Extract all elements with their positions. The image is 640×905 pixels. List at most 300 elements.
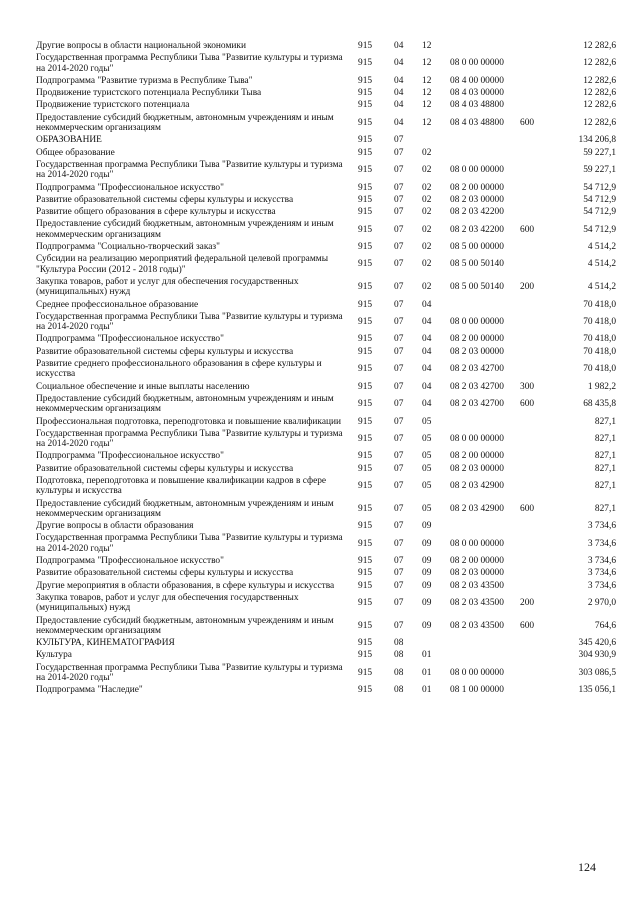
target-item-code: 08 0 00 00000 [450, 538, 504, 549]
admin-code: 915 [358, 399, 373, 410]
admin-code: 915 [358, 182, 373, 193]
target-item-code: 08 1 00 00000 [450, 685, 504, 696]
subsection-code: 02 [422, 194, 432, 205]
target-item-code [450, 40, 520, 52]
expense-type-code [520, 241, 556, 253]
target-item-code: 08 2 03 42700 [450, 399, 504, 410]
amount: 1 982,2 [587, 381, 616, 392]
subsection-code: 05 [422, 433, 432, 444]
target-item-code: 08 0 00 00000 [450, 58, 504, 69]
target-item-code [450, 649, 520, 661]
subsection-code: 04 [422, 381, 432, 392]
expense-type-code [520, 580, 556, 592]
amount: 59 227,1 [583, 147, 616, 158]
section-code: 07 [394, 433, 404, 444]
expense-type-code: 200 [520, 282, 535, 293]
target-item-code: 08 2 03 00000 [450, 568, 504, 579]
expense-type-code [520, 520, 556, 532]
amount: 2 970,0 [587, 598, 616, 609]
admin-code: 915 [358, 598, 373, 609]
table-row [36, 520, 616, 532]
table-row [36, 555, 616, 567]
amount: 827,1 [594, 503, 616, 514]
row-name: Развитие образовательной системы сферы культуры и искусства [36, 463, 294, 474]
row-name: Другие мероприятия в области образования, в сфере культуры и искусства [36, 580, 335, 591]
section-code: 07 [394, 299, 404, 310]
amount: 12 282,6 [583, 88, 616, 99]
subsection-code: 02 [422, 165, 432, 176]
target-item-code: 08 0 00 00000 [450, 165, 504, 176]
target-item-code: 08 4 03 00000 [450, 88, 504, 99]
row-name: Продвижение туристского потенциала Республики Тыва [36, 88, 262, 99]
table-row [36, 241, 616, 253]
table-row [36, 662, 616, 685]
amount: 12 282,6 [583, 117, 616, 128]
admin-code: 915 [358, 147, 373, 158]
table-row [36, 532, 616, 555]
table-row [36, 592, 616, 615]
section-code: 04 [394, 117, 404, 128]
amount: 827,1 [594, 463, 616, 474]
row-name: Государственная программа Республики Тыва "Развитие культуры и туризма на 2014-2020 годы" [36, 53, 343, 74]
section-code: 07 [394, 194, 404, 205]
target-item-code: 08 5 00 50140 [450, 259, 504, 270]
target-item-code: 08 2 03 00000 [450, 194, 504, 205]
amount: 12 282,6 [583, 75, 616, 86]
target-item-code [450, 637, 520, 649]
table-row [36, 346, 616, 358]
section-code: 07 [394, 364, 404, 375]
expense-type-code [520, 637, 556, 649]
expense-type-code [520, 346, 556, 358]
expense-type-code [520, 75, 556, 87]
subsection-code: 09 [422, 598, 432, 609]
table-row [36, 475, 616, 498]
section-code: 07 [394, 242, 404, 253]
row-name: Предоставление субсидий бюджетным, автономным учреждениям и иным некоммерческим организациям [36, 498, 334, 519]
expense-type-code [520, 311, 556, 334]
row-name: Подпрограмма "Профессиональное искусство" [36, 556, 224, 567]
amount: 4 514,2 [587, 282, 616, 293]
admin-code: 915 [358, 75, 373, 86]
subsection-code: 05 [422, 416, 432, 427]
admin-code: 915 [358, 416, 373, 427]
table-row [36, 498, 616, 521]
row-name: Культура [36, 650, 72, 661]
amount: 70 418,0 [583, 299, 616, 310]
table-row [36, 311, 616, 334]
section-code: 07 [394, 224, 404, 235]
expense-type-code [520, 416, 556, 428]
target-item-code [450, 134, 520, 146]
expense-type-code [520, 428, 556, 451]
expense-type-code [520, 684, 556, 696]
section-code: 07 [394, 481, 404, 492]
row-name: Государственная программа Республики Тыва "Развитие культуры и туризма на 2014-2020 годы" [36, 311, 343, 333]
admin-code: 915 [358, 667, 373, 678]
amount: 827,1 [594, 416, 616, 427]
expense-type-code [520, 567, 556, 579]
row-name: Профессиональная подготовка, переподготовка и повышение квалификации [36, 416, 342, 427]
expense-type-code [520, 299, 556, 311]
subsection-code: 04 [422, 399, 432, 410]
section-code: 07 [394, 334, 404, 345]
target-item-code: 08 0 00 00000 [450, 433, 504, 444]
amount: 304 930,9 [578, 650, 616, 661]
amount: 54 712,9 [583, 224, 616, 235]
admin-code: 915 [358, 650, 373, 661]
table-row [36, 299, 616, 311]
table-row [36, 87, 616, 99]
admin-code: 915 [358, 503, 373, 514]
subsection-code: 12 [422, 100, 432, 111]
row-name: Другие вопросы в области образования [36, 521, 194, 532]
admin-code: 915 [358, 638, 373, 649]
section-code: 04 [394, 88, 404, 99]
subsection-code: 02 [422, 259, 432, 270]
table-row [36, 194, 616, 206]
subsection-code: 01 [422, 667, 432, 678]
subsection-code: 12 [422, 117, 432, 128]
section-code: 04 [394, 41, 404, 51]
amount: 3 734,6 [587, 580, 616, 591]
section-code: 08 [394, 667, 404, 678]
section-code: 07 [394, 147, 404, 158]
table-row [36, 40, 616, 52]
admin-code: 915 [358, 580, 373, 591]
section-code: 04 [394, 75, 404, 86]
row-name: Предоставление субсидий бюджетным, автономным учреждениям и иным некоммерческим организациям [36, 615, 334, 636]
expense-type-code: 600 [520, 224, 535, 235]
amount: 3 734,6 [587, 556, 616, 567]
table-row [36, 99, 616, 111]
admin-code: 915 [358, 685, 373, 696]
amount: 4 514,2 [587, 242, 616, 253]
target-item-code: 08 2 00 00000 [450, 182, 504, 193]
section-code: 04 [394, 100, 404, 111]
target-item-code: 08 2 03 42200 [450, 224, 504, 235]
subsection-code: 05 [422, 503, 432, 514]
subsection-code: 04 [422, 346, 432, 357]
table-row [36, 276, 616, 299]
subsection-code: 02 [422, 282, 432, 293]
table-row [36, 393, 616, 416]
expense-type-code [520, 450, 556, 462]
section-code: 07 [394, 451, 404, 462]
amount: 827,1 [594, 433, 616, 444]
expense-type-code [520, 253, 556, 276]
section-code: 07 [394, 580, 404, 591]
target-item-code [450, 299, 520, 311]
target-item-code: 08 2 03 42900 [450, 503, 504, 514]
section-code: 04 [394, 58, 404, 69]
target-item-code: 08 2 03 42700 [450, 364, 504, 375]
subsection-code: 02 [422, 207, 432, 218]
section-code: 07 [394, 346, 404, 357]
amount: 827,1 [594, 481, 616, 492]
subsection-code [422, 637, 450, 649]
target-item-code: 08 4 00 00000 [450, 75, 504, 86]
section-code: 07 [394, 463, 404, 474]
row-name: ОБРАЗОВАНИЕ [36, 135, 102, 146]
subsection-code: 04 [422, 364, 432, 375]
section-code: 07 [394, 538, 404, 549]
expense-type-code [520, 463, 556, 475]
section-code: 07 [394, 598, 404, 609]
target-item-code: 08 5 00 50140 [450, 282, 504, 293]
amount: 135 056,1 [578, 685, 616, 696]
section-code: 07 [394, 399, 404, 410]
target-item-code: 08 5 00 00000 [450, 242, 504, 253]
admin-code: 915 [358, 207, 373, 218]
admin-code: 915 [358, 58, 373, 69]
expense-type-code [520, 532, 556, 555]
row-name: Государственная программа Республики Тыва "Развитие культуры и туризма на 2014-2020 годы" [36, 159, 343, 181]
row-name: Субсидии на реализацию мероприятий федеральной целевой программы "Культура России (2012 - 2018 годы)" [36, 254, 328, 275]
expense-type-code [520, 87, 556, 99]
table-row [36, 75, 616, 87]
section-code: 08 [394, 638, 404, 649]
section-code: 07 [394, 416, 404, 427]
subsection-code: 12 [422, 88, 432, 99]
section-code: 07 [394, 503, 404, 514]
row-name: Социальное обеспечение и иные выплаты населению [36, 381, 250, 392]
budget-table [36, 40, 616, 697]
expense-type-code [520, 40, 556, 52]
table-row [36, 182, 616, 194]
expense-type-code [520, 182, 556, 194]
table-row [36, 112, 616, 135]
row-name: Развитие образовательной системы сферы культуры и искусства [36, 194, 294, 205]
subsection-code: 01 [422, 650, 432, 661]
expense-type-code [520, 206, 556, 218]
expense-type-code [520, 99, 556, 111]
row-name: Государственная программа Республики Тыва "Развитие культуры и туризма на 2014-2020 годы" [36, 533, 343, 554]
subsection-code: 05 [422, 451, 432, 462]
expense-type-code: 600 [520, 620, 535, 631]
expense-type-code [520, 555, 556, 567]
section-code: 07 [394, 282, 404, 293]
amount: 12 282,6 [583, 58, 616, 69]
row-name: Подготовка, переподготовка и повышение квалификации кадров в сфере культуры и искусства [36, 475, 327, 497]
row-name: Подпрограмма "Наследие" [36, 685, 143, 696]
target-item-code: 08 4 03 48800 [450, 100, 504, 111]
amount: 54 712,9 [583, 182, 616, 193]
admin-code: 915 [358, 451, 373, 462]
section-code: 07 [394, 259, 404, 270]
target-item-code: 08 2 00 00000 [450, 334, 504, 345]
subsection-code: 09 [422, 580, 432, 591]
admin-code: 915 [358, 282, 373, 293]
subsection-code: 05 [422, 463, 432, 474]
subsection-code: 09 [422, 556, 432, 567]
subsection-code: 09 [422, 538, 432, 549]
section-code: 07 [394, 165, 404, 176]
table-row [36, 580, 616, 592]
admin-code: 915 [358, 463, 373, 474]
table-row [36, 358, 616, 381]
target-item-code: 08 2 03 00000 [450, 346, 504, 357]
subsection-code: 02 [422, 147, 432, 158]
admin-code: 915 [358, 346, 373, 357]
section-code: 07 [394, 316, 404, 327]
table-row [36, 416, 616, 428]
table-row [36, 147, 616, 159]
target-item-code: 08 0 00 00000 [450, 667, 504, 678]
table-body [36, 40, 616, 697]
table-row [36, 218, 616, 241]
row-name: Подпрограмма "Профессиональное искусство" [36, 334, 224, 345]
amount: 4 514,2 [587, 259, 616, 270]
subsection-code: 09 [422, 620, 432, 631]
admin-code: 915 [358, 521, 373, 532]
table-row [36, 134, 616, 146]
amount: 3 734,6 [587, 568, 616, 579]
admin-code: 915 [358, 481, 373, 492]
amount: 12 282,6 [583, 100, 616, 111]
row-name: Государственная программа Республики Тыва "Развитие культуры и туризма на 2014-2020 годы" [36, 662, 343, 684]
expense-type-code [520, 662, 556, 685]
admin-code: 915 [358, 299, 373, 310]
row-name: Предоставление субсидий бюджетным, автономным учреждениям и иным некоммерческим организациям [36, 112, 334, 134]
target-item-code [450, 416, 520, 428]
table-row [36, 637, 616, 649]
admin-code: 915 [358, 538, 373, 549]
amount: 3 734,6 [587, 538, 616, 549]
row-name: Общее образование [36, 147, 115, 158]
page-number: 124 [578, 860, 596, 874]
amount: 70 418,0 [583, 334, 616, 345]
subsection-code: 01 [422, 685, 432, 696]
target-item-code: 08 0 00 00000 [450, 316, 504, 327]
subsection-code: 04 [422, 299, 432, 310]
admin-code: 915 [358, 135, 373, 146]
amount: 345 420,6 [578, 638, 616, 649]
row-name: Среднее профессиональное образование [36, 299, 199, 310]
expense-type-code [520, 358, 556, 381]
row-name: Другие вопросы в области национальной экономики [36, 41, 246, 51]
subsection-code: 09 [422, 521, 432, 532]
expense-type-code: 600 [520, 503, 535, 514]
table-row [36, 206, 616, 218]
admin-code: 915 [358, 364, 373, 375]
section-code: 07 [394, 620, 404, 631]
section-code: 07 [394, 556, 404, 567]
section-code: 08 [394, 650, 404, 661]
section-code: 07 [394, 135, 404, 146]
row-name: Подпрограмма "Социально-творческий заказ" [36, 242, 220, 253]
amount: 54 712,9 [583, 194, 616, 205]
admin-code: 915 [358, 433, 373, 444]
target-item-code: 08 2 03 43500 [450, 580, 504, 591]
row-name: Подпрограмма "Развитие туризма в Республике Тыва" [36, 75, 253, 86]
target-item-code: 08 2 03 43500 [450, 598, 504, 609]
subsection-code: 02 [422, 242, 432, 253]
table-row [36, 567, 616, 579]
admin-code: 915 [358, 88, 373, 99]
table-row [36, 450, 616, 462]
table-row [36, 159, 616, 182]
amount: 70 418,0 [583, 346, 616, 357]
amount: 70 418,0 [583, 364, 616, 375]
subsection-code: 12 [422, 75, 432, 86]
subsection-code: 02 [422, 182, 432, 193]
amount: 54 712,9 [583, 207, 616, 218]
admin-code: 915 [358, 100, 373, 111]
amount: 134 206,8 [578, 135, 616, 146]
table-row [36, 463, 616, 475]
row-name: Закупка товаров, работ и услуг для обеспечения государственных (муниципальных) нужд [36, 592, 299, 614]
section-code: 08 [394, 685, 404, 696]
admin-code: 915 [358, 165, 373, 176]
admin-code: 915 [358, 568, 373, 579]
amount: 827,1 [594, 451, 616, 462]
target-item-code: 08 2 03 42200 [450, 207, 504, 218]
expense-type-code: 200 [520, 598, 535, 609]
row-name: Продвижение туристского потенциала [36, 100, 190, 111]
target-item-code [450, 520, 520, 532]
row-name: Развитие общего образования в сфере культуры и искусства [36, 207, 276, 218]
subsection-code: 02 [422, 224, 432, 235]
subsection-code: 05 [422, 481, 432, 492]
table-row [36, 615, 616, 638]
target-item-code: 08 2 03 42900 [450, 481, 504, 492]
row-name: КУЛЬТУРА, КИНЕМАТОГРАФИЯ [36, 638, 175, 649]
subsection-code: 12 [422, 58, 432, 69]
amount: 303 086,5 [578, 667, 616, 678]
subsection-code: 09 [422, 568, 432, 579]
row-name: Государственная программа Республики Тыва "Развитие культуры и туризма на 2014-2020 годы" [36, 428, 343, 450]
target-item-code: 08 2 03 42700 [450, 381, 504, 392]
expense-type-code: 600 [520, 399, 535, 410]
amount: 12 282,6 [583, 41, 616, 51]
row-name: Подпрограмма "Профессиональное искусство" [36, 182, 224, 193]
row-name: Развитие образовательной системы сферы культуры и искусства [36, 346, 294, 357]
expense-type-code [520, 475, 556, 498]
admin-code: 915 [358, 620, 373, 631]
expense-type-code [520, 159, 556, 182]
admin-code: 915 [358, 556, 373, 567]
subsection-code: 12 [422, 41, 432, 51]
expense-type-code [520, 134, 556, 146]
target-item-code: 08 2 03 00000 [450, 463, 504, 474]
admin-code: 915 [358, 259, 373, 270]
section-code: 07 [394, 568, 404, 579]
admin-code: 915 [358, 316, 373, 327]
section-code: 07 [394, 182, 404, 193]
admin-code: 915 [358, 117, 373, 128]
admin-code: 915 [358, 41, 373, 51]
subsection-code: 04 [422, 316, 432, 327]
expense-type-code [520, 52, 556, 75]
table-row [36, 381, 616, 393]
expense-type-code [520, 333, 556, 345]
row-name: Развитие образовательной системы сферы культуры и искусства [36, 568, 294, 579]
amount: 68 435,8 [583, 399, 616, 410]
subsection-code [422, 134, 450, 146]
section-code: 07 [394, 381, 404, 392]
expense-type-code [520, 649, 556, 661]
table-row [36, 52, 616, 75]
target-item-code: 08 2 03 43500 [450, 620, 504, 631]
table-row [36, 428, 616, 451]
table-row [36, 684, 616, 696]
admin-code: 915 [358, 224, 373, 235]
amount: 59 227,1 [583, 165, 616, 176]
row-name: Развитие среднего профессионального образования в сфере культуры и искусства [36, 359, 322, 380]
amount: 764,6 [594, 620, 616, 631]
expense-type-code: 300 [520, 381, 535, 392]
